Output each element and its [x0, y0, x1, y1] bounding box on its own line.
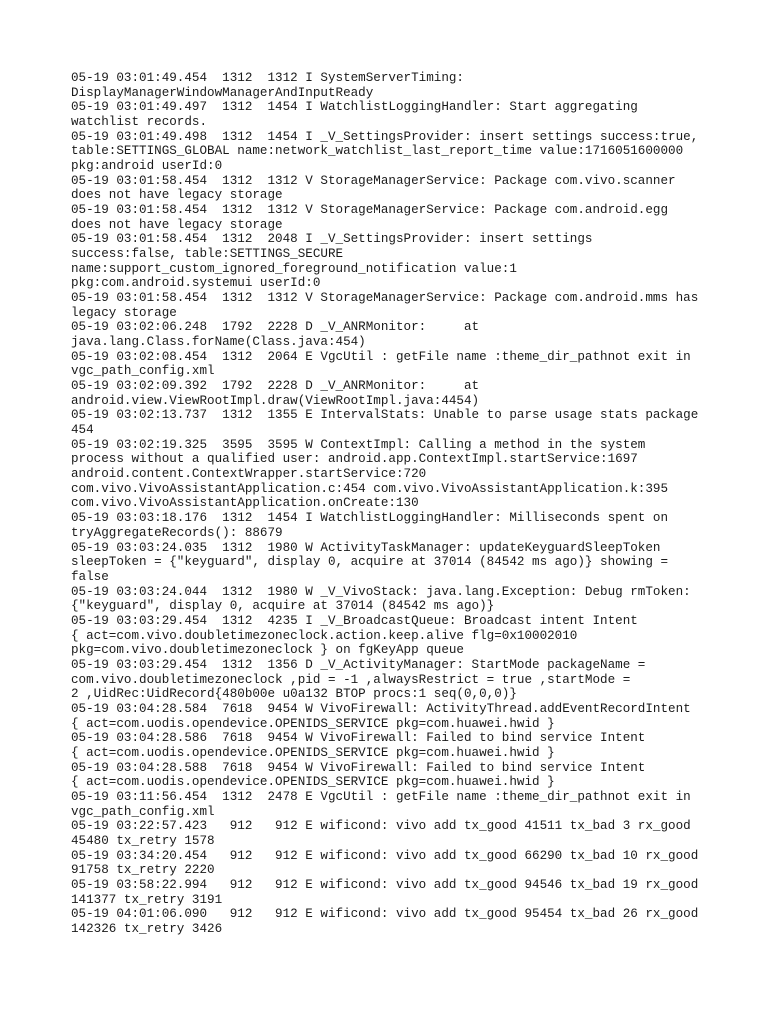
- log-line: false: [71, 569, 109, 584]
- log-line: tryAggregateRecords(): 88679: [71, 525, 283, 540]
- log-line: android.content.ContextWrapper.startService:720: [71, 467, 427, 482]
- log-line: 91758 tx_retry 2220: [71, 863, 215, 878]
- log-line: { act=com.uodis.opendevice.OPENIDS_SERVICE pkg=com.huawei.hwid }: [71, 716, 555, 731]
- log-line: success:false, table:SETTINGS_SECURE: [71, 247, 344, 262]
- log-line: 05-19 03:04:28.588 7618 9454 W VivoFirewall: Failed to bind service Intent: [71, 760, 646, 775]
- log-line: 05-19 03:01:58.454 1312 1312 V StorageManagerService: Package com.android.mms has: [71, 291, 699, 306]
- log-line: process without a qualified user: android.app.ContextImpl.startService:1697: [71, 452, 638, 467]
- log-line: 45480 tx_retry 1578: [71, 833, 215, 848]
- log-line: 2 ,UidRec:UidRecord{480b00e u0a132 BTOP procs:1 seq(0,0,0)}: [71, 687, 517, 702]
- log-line: android.view.ViewRootImpl.draw(ViewRootImpl.java:4454): [71, 393, 480, 408]
- log-line: 05-19 03:34:20.454 912 912 E wificond: vivo add tx_good 66290 tx_bad 10 rx_good: [71, 848, 699, 863]
- log-line: { act=com.uodis.opendevice.OPENIDS_SERVICE pkg=com.huawei.hwid }: [71, 775, 555, 790]
- log-line: 05-19 03:03:24.035 1312 1980 W ActivityTaskManager: updateKeyguardSleepToken: [71, 540, 661, 555]
- log-line: table:SETTINGS_GLOBAL name:network_watchlist_last_report_time value:1716051600000: [71, 144, 684, 159]
- log-line: pkg:android userId:0: [71, 159, 223, 174]
- log-line: pkg=com.vivo.doubletimezoneclock } on fgKeyApp queue: [71, 643, 464, 658]
- log-line: 05-19 03:03:18.176 1312 1454 I WatchlistLoggingHandler: Milliseconds spent on: [71, 511, 669, 526]
- log-line: 05-19 03:01:58.454 1312 1312 V StorageManagerService: Package com.vivo.scanner: [71, 173, 676, 188]
- log-line: 05-19 03:22:57.423 912 912 E wificond: vivo add tx_good 41511 tx_bad 3 rx_good: [71, 819, 691, 834]
- log-line: 05-19 03:58:22.994 912 912 E wificond: vivo add tx_good 94546 tx_bad 19 rx_good: [71, 877, 699, 892]
- log-line: vgc_path_config.xml: [71, 364, 215, 379]
- log-line: 05-19 03:02:06.248 1792 2228 D _V_ANRMonitor: at: [71, 320, 480, 335]
- log-line: 05-19 03:02:09.392 1792 2228 D _V_ANRMonitor: at: [71, 379, 480, 394]
- log-line: 454: [71, 423, 94, 438]
- log-line: sleepToken = {"keyguard", display 0, acquire at 37014 (84542 ms ago)} showing =: [71, 555, 669, 570]
- log-line: name:support_custom_ignored_foreground_notification value:1: [71, 261, 517, 276]
- log-line: pkg:com.android.systemui userId:0: [71, 276, 321, 291]
- log-line: does not have legacy storage: [71, 217, 283, 232]
- log-line: { act=com.uodis.opendevice.OPENIDS_SERVICE pkg=com.huawei.hwid }: [71, 745, 555, 760]
- log-line: watchlist records.: [71, 115, 208, 130]
- log-line: 142326 tx_retry 3426: [71, 921, 223, 936]
- log-line: com.vivo.VivoAssistantApplication.onCreate:130: [71, 496, 419, 511]
- log-line: 05-19 03:02:19.325 3595 3595 W ContextImpl: Calling a method in the system: [71, 437, 646, 452]
- log-line: 05-19 03:01:49.498 1312 1454 I _V_SettingsProvider: insert settings success:true,: [71, 129, 699, 144]
- log-line: 05-19 03:03:29.454 1312 1356 D _V_ActivityManager: StartMode packageName =: [71, 657, 646, 672]
- log-line: legacy storage: [71, 305, 177, 320]
- log-line: 05-19 03:03:29.454 1312 4235 I _V_BroadcastQueue: Broadcast intent Intent: [71, 613, 638, 628]
- log-line: does not have legacy storage: [71, 188, 283, 203]
- log-text-block: [71, 71, 728, 937]
- log-line: 05-19 04:01:06.090 912 912 E wificond: vivo add tx_good 95454 tx_bad 26 rx_good: [71, 907, 699, 922]
- log-line: 05-19 03:01:58.454 1312 2048 I _V_SettingsProvider: insert settings: [71, 232, 593, 247]
- log-line: 141377 tx_retry 3191: [71, 892, 223, 907]
- log-line: java.lang.Class.forName(Class.java:454): [71, 335, 366, 350]
- log-line: vgc_path_config.xml: [71, 804, 215, 819]
- log-line: 05-19 03:01:49.497 1312 1454 I WatchlistLoggingHandler: Start aggregating: [71, 100, 638, 115]
- log-line: 05-19 03:01:58.454 1312 1312 V StorageManagerService: Package com.android.egg: [71, 203, 669, 218]
- log-line: 05-19 03:04:28.586 7618 9454 W VivoFirewall: Failed to bind service Intent: [71, 731, 646, 746]
- log-line: 05-19 03:04:28.584 7618 9454 W VivoFirewall: ActivityThread.addEventRecordIntent: [71, 701, 691, 716]
- log-line: DisplayManagerWindowManagerAndInputReady: [71, 85, 374, 100]
- log-line: { act=com.vivo.doubletimezoneclock.action.keep.alive flg=0x10002010: [71, 628, 578, 643]
- log-line: com.vivo.doubletimezoneclock ,pid = -1 ,alwaysRestrict = true ,startMode =: [71, 672, 631, 687]
- log-line: 05-19 03:03:24.044 1312 1980 W _V_VivoStack: java.lang.Exception: Debug rmToken:: [71, 584, 691, 599]
- log-line: com.vivo.VivoAssistantApplication.c:454 com.vivo.VivoAssistantApplication.k:395: [71, 481, 669, 496]
- log-line: {"keyguard", display 0, acquire at 37014 (84542 ms ago)}: [71, 599, 495, 614]
- log-line: 05-19 03:11:56.454 1312 2478 E VgcUtil : getFile name :theme_dir_pathnot exit in: [71, 789, 691, 804]
- log-line: 05-19 03:02:13.737 1312 1355 E IntervalStats: Unable to parse usage stats package: [71, 408, 699, 423]
- log-line: 05-19 03:02:08.454 1312 2064 E VgcUtil : getFile name :theme_dir_pathnot exit in: [71, 349, 691, 364]
- log-line: 05-19 03:01:49.454 1312 1312 I SystemServerTiming:: [71, 71, 464, 85]
